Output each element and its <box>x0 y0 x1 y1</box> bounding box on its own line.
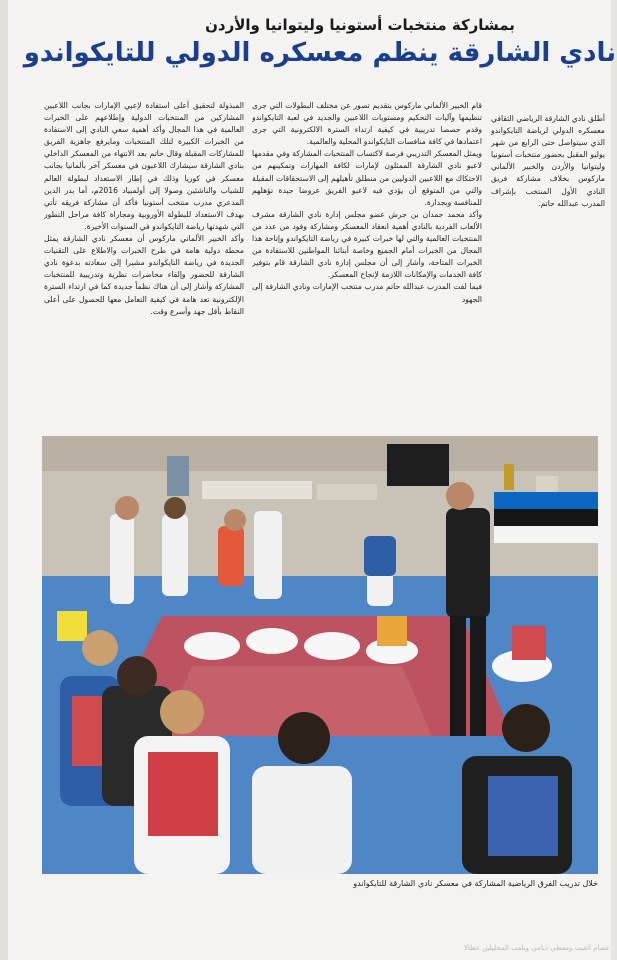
photo-caption: خلال تدريب الفرق الرياضية المشاركة في معسكر نادي الشارقة للتايكواندو <box>353 879 598 888</box>
article-kicker: بمشاركة منتخبات أستونيا وليتوانيا والأردن <box>205 16 515 34</box>
paragraph: وأكد محمد حمدان بن جرش عضو مجلس إدارة نادي الشارقة مشرف الألعاب الفردية بالنادي أهمية انعقاد المعسكر ومشاركة وفود من عدد من المنتخبات العالمية والتي لها خبرات كبيرة في رياضة التايكواندو وإتاحة هذا المجال من الخبرات أمام الجميع وخاصة أبنائنا المواطنين للاستفادة من الخبرات المتاحة، وأشار إلى أن مجلس إدارة نادي الشارقة قام بتوفير كافة الخدمات والإمكانات اللازمة لإنجاح المعسكر. <box>252 209 482 280</box>
bleed-through-text: عصام الغيث ومعطي ذيامي ويلعب المحليلين عطالا <box>463 944 610 952</box>
paragraph: قام الخبير الألماني ماركوس بتقديم تصور عن مختلف البطولات التي جرى تنظيمها وآليات التحكيم ومستويات اللاعبين والجديد في لعبة التايكواندو وقدم حصصا تدريبية في كيفية ارتداء السترة الالكترونية التي جرى اعتمادها في كافة منافسات التايكواندو المحلية والعالمية. <box>252 101 482 147</box>
paragraph: المبذولة لتحقيق أعلى استفادة لإعبي الإمارات بجانب اللاعبين المشاركين من المنتخبات الدولية وإطلاعهم على الخبرات العالمية في هذا المجال وأكد أهمية سعي النادي إلى الاستفادة من الخبرات الكبيرة لتلك المنتخبات ومايرفع جاهزية الفريق للمشاركات المقبلة وقال حاتم بعد الانتهاء من المعسكر الداخلي بنادي الشارقة سيشارك اللاعبون في معسكر آخر بألمانيا بجانب معسكر في كوريا وذلك في إطار الاستعداد لبطولة العالم للشباب والناشئين وصولا إلى أولمبياد 2016م، أما بدر الدين المدعري مدرب منتخب أستونيا فأكد أن مشاركة فريقه تأتي بهدف الاستعداد للبطولة الأوروبية ومجاراة كافة مراحل التطور التي شهدتها رياضة التايكواندو في السنوات الأخيرة. <box>44 101 244 231</box>
article-column-right <box>491 113 605 228</box>
article-photo <box>42 436 598 874</box>
article-column-left <box>44 100 244 420</box>
scan-edge-left <box>0 0 8 960</box>
paragraph: أطلق نادي الشارقة الرياضي الثقافي معسكره الدولي لرياضة التايكواندو الذي سيتواصل حتى الرابع من شهر يوليو المقبل بحضور منتخبات أستونيا وليتوانيا والأردن والخبير الألماني ماركوس بخلاف مشاركة فريق النادي الأول المنتخب بإشراف المدرب عبدالله حاتم. <box>491 114 605 208</box>
paragraph: ويمثل المعسكر التدريبي فرصة لاكتساب المنتخبات المشاركة وفي مقدمها لاعبو نادي الشارقة الممثلون لإمارات لكافة المهارات وتمكينهم من الاحتكاك مع اللاعبين الدوليين من منطلق تأهيلهم إلى الاستحقاقات المقبلة والتي من المتوقع أن يؤدي فيه لاعبو الفريق عروضا جيدة تؤهلهم للمنافسة وبجدارة. <box>252 149 482 207</box>
paragraph: فيما لفت المدرب عبدالله حاتم مدرب منتخب الإمارات ونادي الشارقة إلى الجهود <box>252 282 482 304</box>
scan-edge-right <box>611 0 617 960</box>
taekwondo-training-photo <box>42 436 598 874</box>
article-headline: نادي الشارقة ينظم معسكره الدولي للتايكواندو <box>23 38 616 68</box>
paragraph: وأكد الخبير الألماني ماركوس أن معسكر نادي الشارقة يمثل محطة دولية هامة في طرح الخبرات والاطلاع على التقنيات الجديدة في رياضة التايكواندو مشيرا إلى سعادته بدعوة نادي الشارقة للحضور وإلقاء محاضرات نظرية وتدريبية للمنتخبات المشاركة وأشار إلى أن هناك نظماً جديدة كما في ارتداء السترة الإلكترونية تعد هامة في كيفية التعامل معها للحصول على أعلى النقاط بأقل جهد وأسرع وقت. <box>44 234 244 316</box>
article-column-middle <box>252 100 482 420</box>
